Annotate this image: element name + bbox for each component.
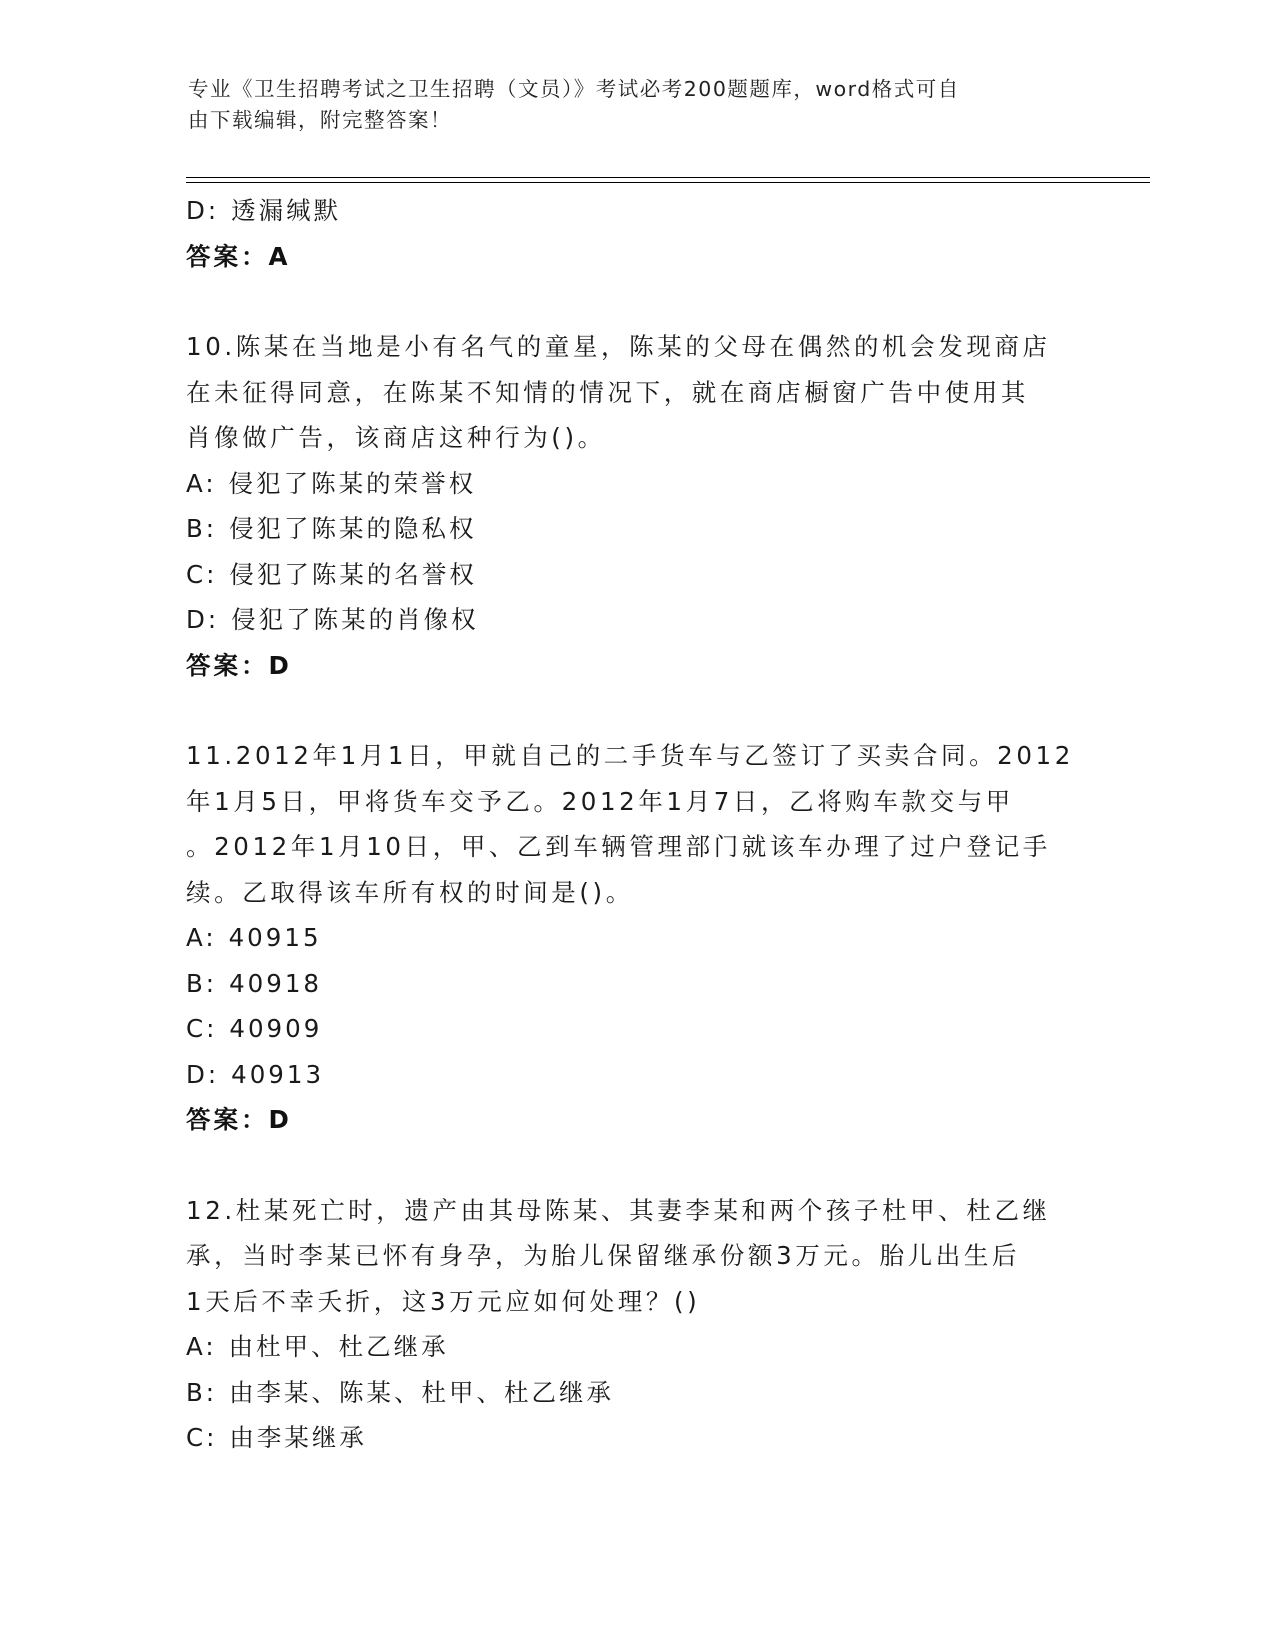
option-key: D: — [186, 605, 220, 634]
option-text: 由李某、陈某、杜甲、杜乙继承 — [229, 1377, 615, 1407]
header-title-line-1: 专业《卫生招聘考试之卫生招聘（文员）》考试必考200题题库，word格式可自 — [188, 77, 960, 101]
option-text: 侵犯了陈某的肖像权 — [231, 605, 479, 634]
option-key: B: — [186, 1377, 218, 1407]
option-key: A: — [186, 1332, 217, 1361]
question-12-option-c — [186, 1415, 1086, 1461]
option-key: C: — [186, 1423, 218, 1452]
option-text: 由李某继承 — [229, 1423, 367, 1452]
option-text: 40915 — [228, 923, 322, 952]
stem-line: 10.陈某在当地是小有名气的童星，陈某的父母在偶然的机会发现商店 — [186, 332, 1051, 361]
option-key: C: — [186, 1014, 218, 1043]
question-9-option-d — [186, 188, 1086, 234]
option-key: B: — [186, 514, 218, 543]
stem-line: 11.2012年1月1日，甲就自己的二手货车与乙签订了买卖合同。2012 — [186, 741, 1074, 770]
question-10-answer: 答案：D — [186, 650, 292, 680]
option-text: 40913 — [231, 1059, 325, 1089]
question-content — [186, 188, 1086, 1461]
question-11-answer: 答案：D — [186, 1105, 292, 1134]
question-10-option-c — [186, 552, 1086, 598]
stem-line: 续。乙取得该车所有权的时间是()。 — [186, 877, 634, 907]
question-9-answer: 答案：A — [186, 241, 291, 271]
question-12-option-b — [186, 1370, 1086, 1416]
page-header — [188, 74, 1068, 136]
question-10-option-d — [186, 597, 1086, 643]
option-key: B: — [186, 968, 218, 998]
question-11-option-c — [186, 1006, 1086, 1052]
option-key: A: — [186, 923, 217, 952]
question-11-stem — [186, 733, 1086, 915]
option-text: 透漏缄默 — [231, 196, 342, 225]
option-text: 侵犯了陈某的隐私权 — [229, 514, 477, 543]
question-10-option-a — [186, 461, 1086, 507]
header-divider-top — [186, 177, 1150, 178]
header-title-line-2: 由下载编辑，附完整答案！ — [188, 108, 452, 132]
option-text: 40918 — [229, 968, 323, 998]
option-key: D: — [186, 196, 220, 225]
stem-line: 1天后不幸夭折，这3万元应如何处理？() — [186, 1286, 701, 1316]
option-key: D: — [186, 1059, 220, 1089]
question-10-option-b — [186, 506, 1086, 552]
stem-line: 肖像做广告，该商店这种行为()。 — [186, 423, 606, 452]
stem-line: 在未征得同意，在陈某不知情的情况下，就在商店橱窗广告中使用其 — [186, 377, 1029, 407]
stem-line: 12.杜某死亡时，遗产由其母陈某、其妻李某和两个孩子杜甲、杜乙继 — [186, 1195, 1051, 1225]
question-11-option-a — [186, 915, 1086, 961]
option-text: 由杜甲、杜乙继承 — [228, 1332, 449, 1361]
option-text: 40909 — [229, 1014, 323, 1043]
question-12-stem — [186, 1188, 1086, 1325]
option-text: 侵犯了陈某的名誉权 — [229, 559, 477, 589]
question-11-option-b — [186, 961, 1086, 1007]
stem-line: 承，当时李某已怀有身孕，为胎儿保留继承份额3万元。胎儿出生后 — [186, 1241, 1021, 1270]
option-text: 侵犯了陈某的荣誉权 — [228, 468, 477, 498]
option-key: A: — [186, 468, 217, 498]
question-11-option-d — [186, 1052, 1086, 1098]
stem-line: 。2012年1月10日，甲、乙到车辆管理部门就该车办理了过户登记手 — [186, 832, 1051, 861]
stem-line: 年1月5日，甲将货车交予乙。2012年1月7日，乙将购车款交与甲 — [186, 786, 1014, 816]
question-12-option-a — [186, 1324, 1086, 1370]
question-10-stem — [186, 324, 1086, 461]
header-divider-bottom — [186, 182, 1150, 183]
option-key: C: — [186, 559, 218, 589]
